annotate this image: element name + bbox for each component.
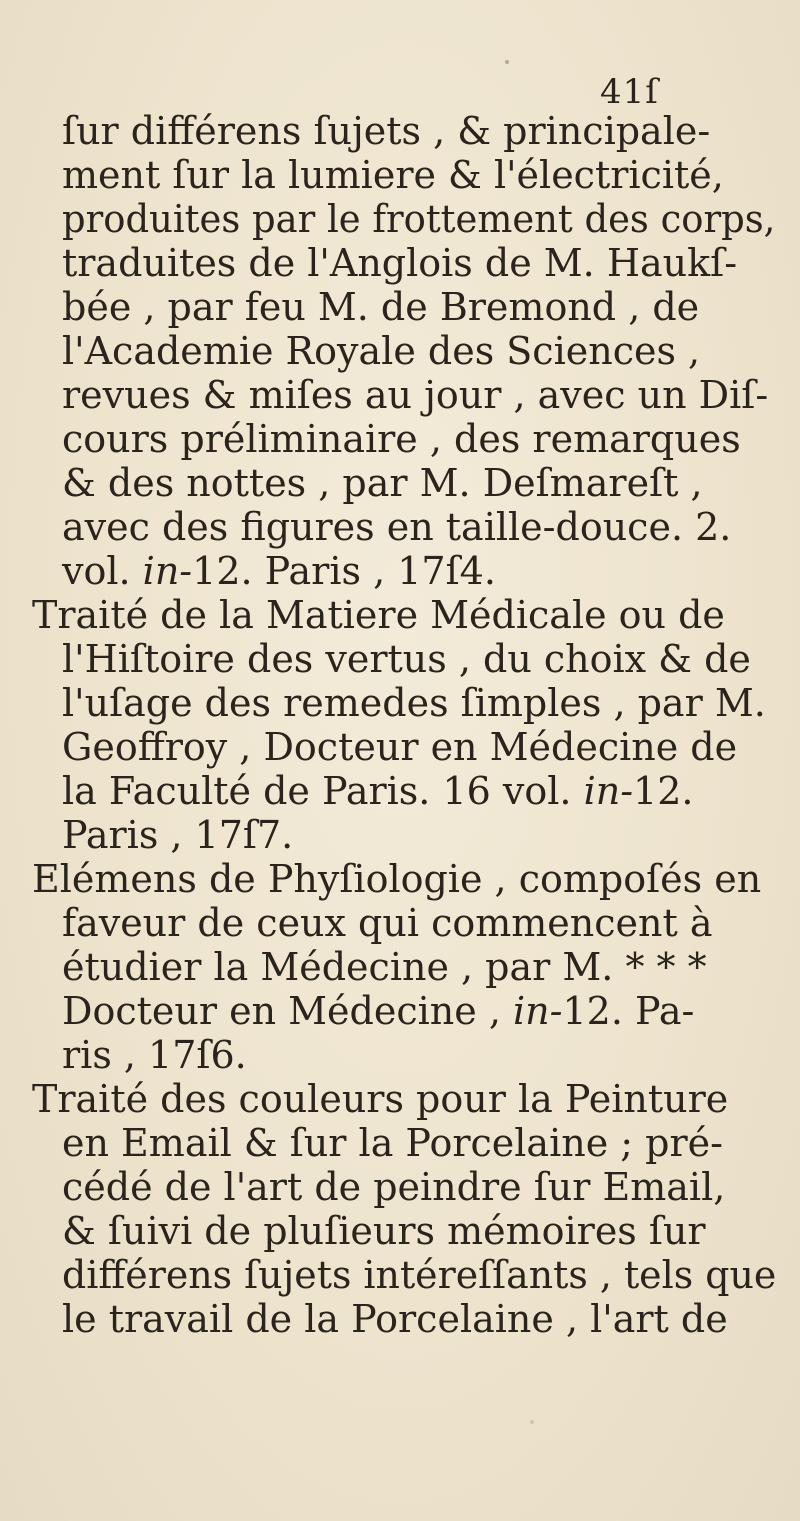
text-segment: la Faculté de Paris. 16 vol. [62, 769, 584, 813]
text-line: l'Hiſtoire des vertus , du choix & de [62, 637, 751, 681]
page-number: 41ſ [600, 72, 659, 112]
paper-speck [530, 1420, 534, 1424]
text-line: l'Academie Royale des Sciences , [62, 329, 701, 373]
text-line: Paris , 17ſ7. [62, 813, 294, 857]
text-line: bée , par feu M. de Bremond , de [62, 285, 700, 329]
text-line: produites par le frottement des corps, [62, 197, 776, 241]
text-line: étudier la Médecine , par M. * * * [62, 945, 707, 989]
text-segment: Docteur en Médecine , [62, 989, 513, 1033]
text-line: cours préliminaire , des remarques [62, 417, 741, 461]
text-line: ris , 17ſ6. [62, 1033, 247, 1077]
text-line [62, 988, 694, 1034]
text-line [62, 548, 496, 594]
text-line: Traité des couleurs pour la Peinture [32, 1077, 729, 1121]
text-line: avec des figures en taille-douce. 2. [62, 505, 732, 549]
text-segment: 12. Paris , 17ſ4. [192, 549, 496, 593]
text-line: le travail de la Porcelaine , l'art de [62, 1297, 728, 1341]
text-line: Traité de la Matiere Médicale ou de [32, 593, 725, 637]
text-line: traduites de l'Anglois de M. Haukſ- [62, 241, 738, 285]
text-line: ſur différens ſujets , & principale- [62, 109, 711, 153]
italic-text: in- [142, 549, 193, 593]
text-segment: vol. [62, 549, 143, 593]
text-segment: 12. [633, 769, 694, 813]
text-line: revues & miſes au jour , avec un Diſ- [62, 373, 769, 417]
italic-text: in- [583, 769, 634, 813]
text-line: Geoffroy , Docteur en Médecine de [62, 725, 738, 769]
text-line: l'uſage des remedes ſimples , par M. [62, 681, 766, 725]
italic-text: in- [513, 989, 563, 1033]
text-line: faveur de ceux qui commencent à [62, 901, 713, 945]
text-line: & ſuivi de pluſieurs mémoires ſur [62, 1209, 706, 1253]
text-line [62, 768, 693, 814]
text-line: différens ſujets intéreſſants , tels que [62, 1253, 777, 1297]
text-line: ment ſur la lumiere & l'électricité, [62, 153, 724, 197]
paper-speck [505, 60, 509, 64]
text-line: en Email & ſur la Porcelaine ; pré- [62, 1121, 723, 1165]
text-segment: 12. Pa- [562, 989, 695, 1033]
text-line: & des nottes , par M. Deſmareſt , [62, 461, 703, 505]
text-line: Elémens de Phyſiologie , compoſés en [32, 857, 762, 901]
text-line: cédé de l'art de peindre ſur Email, [62, 1165, 726, 1209]
